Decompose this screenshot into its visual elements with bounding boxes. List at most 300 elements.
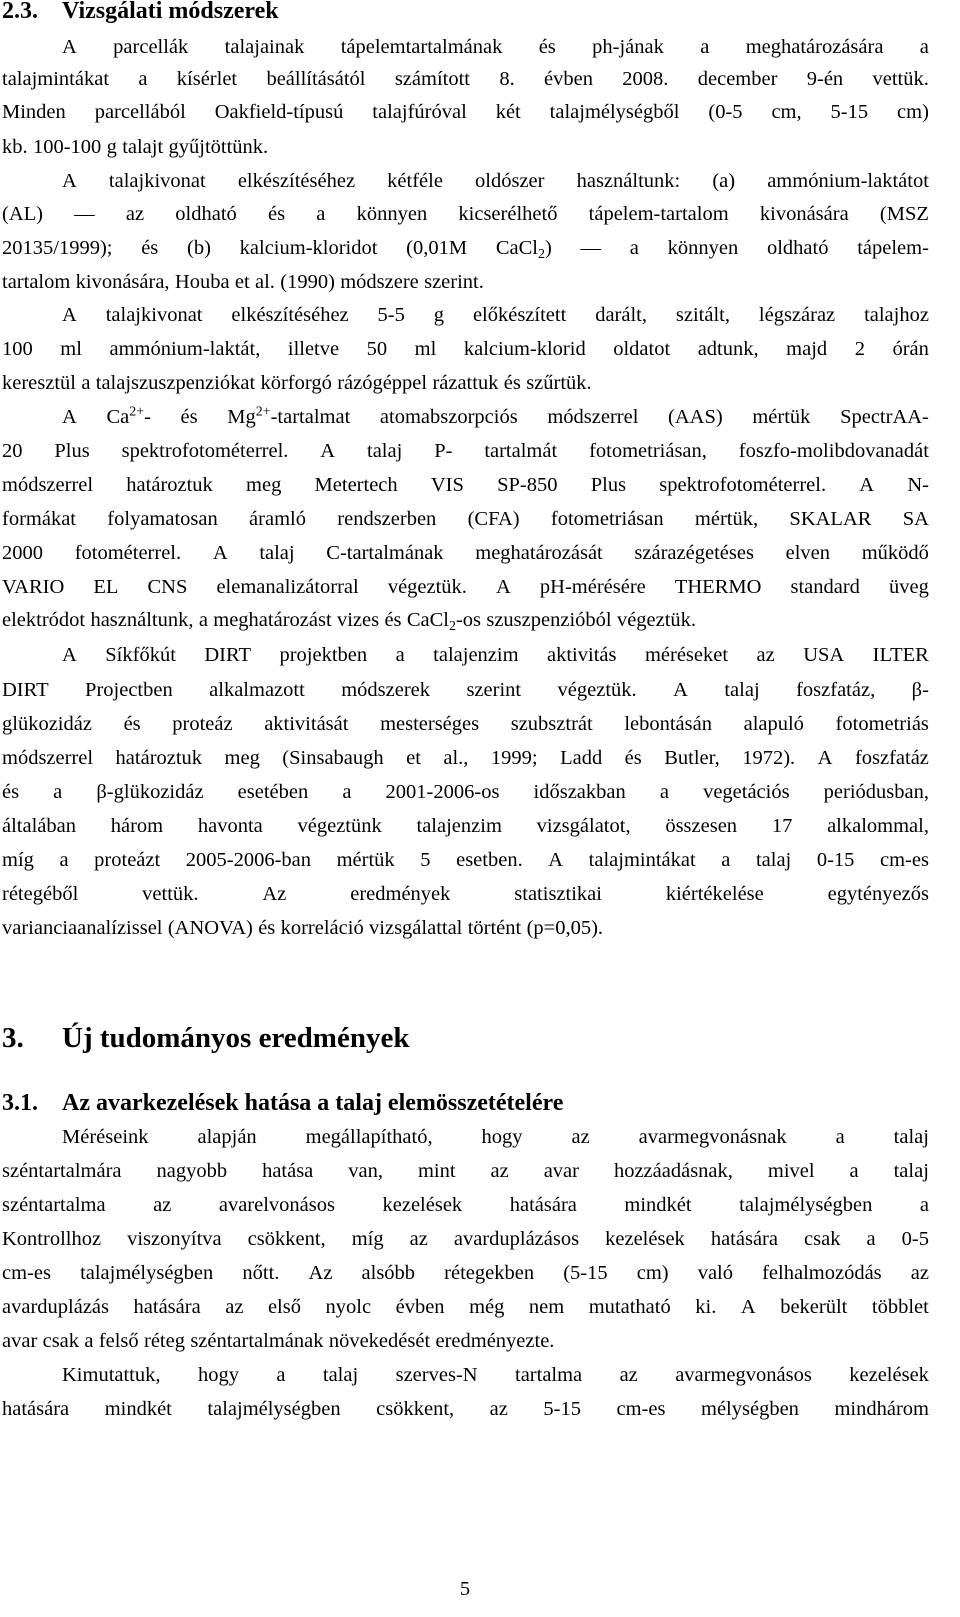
word: Minden	[2, 101, 66, 123]
word: és	[141, 237, 159, 259]
word: 1999;	[490, 747, 538, 769]
word: kivonására	[759, 203, 849, 225]
word: N-	[907, 474, 929, 496]
word: kétféle	[387, 170, 443, 192]
word: vizsgálatot,	[536, 815, 631, 837]
word: Az	[262, 883, 287, 905]
word: az	[409, 1228, 428, 1250]
word: cm-es	[2, 1262, 51, 1284]
word: módszerrel	[2, 474, 94, 496]
word: történt	[467, 917, 522, 939]
text-line	[2, 1226, 929, 1252]
word: USA	[803, 644, 845, 666]
section-heading-2-3	[2, 0, 279, 25]
word: és	[384, 609, 402, 631]
word: adtunk,	[697, 338, 759, 360]
word: talaj	[259, 542, 295, 564]
word: kb.	[2, 136, 28, 158]
word: alapján	[197, 1126, 257, 1148]
word: eredmények	[350, 883, 451, 905]
word: A	[320, 440, 336, 462]
word: talajszuszpenziókat	[95, 372, 256, 394]
word: számított	[394, 68, 470, 90]
word: Síkfőkút	[105, 644, 176, 666]
word: standard	[790, 576, 860, 598]
text-line	[62, 404, 929, 430]
text-line	[2, 1328, 929, 1354]
word: A	[740, 1296, 756, 1318]
word: 9-én	[806, 68, 844, 90]
word: 2005-2006-ban	[185, 849, 312, 871]
word: cm-es	[879, 849, 929, 871]
word: bekerült	[780, 1296, 848, 1318]
word: (5-15	[563, 1262, 608, 1284]
word: talajmintákat	[588, 849, 696, 871]
word: avarmegvonásos	[675, 1364, 812, 1386]
word: a	[919, 36, 929, 58]
word: C-tartalmának	[326, 542, 444, 564]
section-title: Vizsgálati módszerek	[62, 0, 279, 24]
word: 5	[420, 849, 431, 871]
word: 1972).	[742, 747, 796, 769]
word: vizes	[336, 609, 380, 631]
word: nyolc	[325, 1296, 372, 1318]
word: 2001-2006-os	[385, 781, 500, 803]
word: és	[180, 406, 198, 428]
word: meg	[224, 747, 260, 769]
word: három	[110, 815, 164, 837]
word: fotometriás	[835, 713, 929, 735]
word: használtunk,	[90, 609, 194, 631]
word: felhalmozódás	[762, 1262, 882, 1284]
word: általában	[2, 815, 76, 837]
word: a	[316, 203, 326, 225]
word: kalcium-klorid	[463, 338, 586, 360]
word: rázattuk	[432, 372, 499, 394]
word: talaj	[893, 1126, 929, 1148]
word: A	[62, 170, 77, 192]
word: hatására	[509, 1194, 577, 1216]
word: (p=0,05).	[526, 917, 604, 939]
word: talajt	[122, 136, 164, 158]
word: az	[756, 644, 775, 666]
word: foszfatáz	[854, 747, 929, 769]
word: míg	[2, 849, 34, 871]
word: kicserélhető	[458, 203, 558, 225]
word: varianciaanalízissel	[2, 917, 163, 939]
word: fotometriásan	[550, 508, 664, 530]
word: és	[2, 781, 20, 803]
word: légszáraz	[758, 304, 836, 326]
word: cm)	[636, 1262, 669, 1284]
word: tápelem-	[857, 237, 929, 259]
word: Metertech	[314, 474, 398, 496]
word: oldószer	[475, 170, 545, 192]
word: többlet	[871, 1296, 929, 1318]
word: szerves-N	[395, 1364, 478, 1386]
word: mértük	[336, 849, 395, 871]
text-line	[2, 134, 929, 160]
word: spektrofotométerrel.	[659, 474, 827, 496]
text-line	[2, 711, 929, 737]
word: kiértékelése	[665, 883, 764, 905]
text-line	[2, 1294, 929, 1320]
word: az	[910, 1262, 929, 1284]
word: Kontrollhoz	[2, 1228, 102, 1250]
word: al.	[255, 271, 275, 293]
word: 0-15	[816, 849, 855, 871]
text-line	[2, 472, 929, 498]
word: évben	[544, 68, 593, 90]
word: 100	[2, 338, 33, 360]
word: (0,01M	[406, 237, 468, 259]
word: felső	[98, 1330, 139, 1352]
word: 5-15	[830, 101, 869, 123]
word: tartalom	[2, 271, 71, 293]
text-line	[2, 677, 929, 703]
word: tartalma	[515, 1364, 583, 1386]
word: $Ca^{2+}-$	[106, 404, 151, 428]
word: (Sinsabaugh	[282, 747, 384, 769]
text-line	[2, 438, 929, 464]
word: avarduplázásos	[453, 1228, 580, 1250]
word: avarduplázás	[2, 1296, 109, 1318]
word: mélységben	[701, 1398, 799, 1420]
word: módszere	[340, 271, 419, 293]
word: A	[817, 747, 833, 769]
word: al.,	[443, 747, 469, 769]
page-number: 5	[459, 1578, 471, 1600]
word: avarelvonásos	[218, 1194, 335, 1216]
text-line	[2, 915, 929, 941]
word: hatására	[2, 1398, 70, 1420]
word: talaj	[367, 440, 403, 462]
word: szuszpenzióból	[486, 609, 612, 631]
word: nem	[528, 1296, 565, 1318]
word: (a)	[712, 170, 736, 192]
word: Plus	[590, 474, 627, 496]
word: oldható	[766, 237, 829, 259]
word: Oakfield-típusú	[214, 101, 344, 123]
word: és	[624, 747, 642, 769]
word: Butler,	[664, 747, 720, 769]
text-line	[2, 269, 929, 295]
word: a	[629, 237, 639, 259]
text-line	[62, 34, 929, 60]
word: formákat	[2, 508, 76, 530]
word: (MSZ	[879, 203, 929, 225]
word: végeztük.	[557, 679, 637, 701]
text-line	[62, 302, 929, 328]
word: a	[342, 781, 352, 803]
word: csak	[42, 1330, 80, 1352]
word: 5-5	[377, 304, 405, 326]
word: 2008.	[622, 68, 669, 90]
word: a	[276, 1364, 286, 1386]
word: atomabszorpciós	[379, 406, 518, 428]
word: végeztünk	[297, 815, 382, 837]
word: —	[580, 237, 602, 259]
word: talaj	[322, 1364, 359, 1386]
section-heading-3-1	[2, 1090, 563, 1117]
word: az	[619, 1364, 638, 1386]
text-line	[2, 235, 929, 261]
word: elkészítéséhez	[231, 304, 349, 326]
word: aktivitását	[264, 713, 349, 735]
word: 20135/1999);	[2, 237, 113, 259]
word: ki.	[695, 1296, 717, 1318]
word: (0-5	[708, 101, 743, 123]
word: mint	[417, 1160, 456, 1182]
word: Plus	[54, 440, 90, 462]
word: A	[859, 474, 875, 496]
word: szerint	[466, 679, 522, 701]
text-line	[2, 881, 929, 907]
word: 50	[366, 338, 388, 360]
word: végeztük.	[387, 576, 467, 598]
word: 5-15	[543, 1398, 581, 1420]
word: órán	[892, 338, 929, 360]
word: esetben.	[456, 849, 523, 871]
word: A	[62, 406, 77, 428]
word: a	[84, 1330, 94, 1352]
word: és	[268, 203, 286, 225]
text-line	[2, 370, 929, 396]
word: eredményezte.	[435, 1330, 555, 1352]
word: még	[469, 1296, 505, 1318]
word: a	[59, 849, 69, 871]
word: et	[234, 271, 250, 293]
section-title: Az avarkezelések hatása a talaj elemösszetételére	[62, 1090, 564, 1116]
word: talaj	[724, 679, 760, 701]
word: cm)	[897, 101, 929, 123]
word: talajmélységben	[80, 1262, 214, 1284]
word: az	[490, 1160, 509, 1182]
word: DIRT	[204, 644, 251, 666]
word: rendszerben	[337, 508, 437, 530]
word: $Mg^{2+}$-tartalmat	[227, 404, 351, 428]
word: SA	[902, 508, 929, 530]
word: meg	[246, 474, 282, 496]
word: módszerrel	[2, 747, 94, 769]
word: a	[53, 781, 63, 803]
text-line	[2, 745, 929, 771]
word: elektródot	[2, 609, 86, 631]
word: rázógéppel	[337, 372, 428, 394]
word: g	[433, 304, 445, 326]
word: alapuló	[743, 713, 804, 735]
word: nőtt.	[242, 1262, 280, 1284]
word: Ladd	[560, 747, 603, 769]
word: a	[138, 68, 148, 90]
word: talajenzim	[416, 815, 502, 837]
text-line	[2, 574, 929, 600]
word: g	[106, 136, 117, 158]
word: Projectben	[85, 679, 173, 701]
word: működő	[861, 542, 929, 564]
word: hatására	[133, 1296, 201, 1318]
word: majd	[786, 338, 828, 360]
word: réteg	[144, 1330, 185, 1352]
word: vettük.	[872, 68, 929, 90]
word: β-	[911, 679, 929, 701]
word: A	[548, 849, 564, 871]
word: statisztikai	[514, 883, 602, 905]
word: széntartalma	[2, 1194, 106, 1216]
word: tápelemtartalmának	[340, 36, 503, 58]
word: havonta	[197, 815, 263, 837]
section-number: 3.	[2, 1022, 24, 1054]
word: fotometriásan,	[589, 440, 707, 462]
word: szárazégetéses	[634, 542, 754, 564]
word: van,	[348, 1160, 383, 1182]
word: áramló	[249, 508, 306, 530]
word: (AL)	[2, 203, 43, 225]
word: mutatható	[588, 1296, 671, 1318]
word: talajhoz	[864, 304, 929, 326]
word: kezelések	[382, 1194, 463, 1216]
word: parcellák	[113, 36, 189, 58]
word: β-glükozidáz	[96, 781, 204, 803]
text-line	[2, 813, 929, 839]
word: (AAS)	[668, 406, 723, 428]
word: talajkivonat	[108, 170, 206, 192]
word: rétegéből	[2, 883, 79, 905]
word: két	[495, 101, 521, 123]
word: darált,	[595, 304, 647, 326]
text-line	[2, 1396, 929, 1422]
word: széntartalmának	[190, 1330, 324, 1352]
word: A	[212, 542, 228, 564]
word: ml	[60, 338, 82, 360]
word: könnyen	[667, 237, 739, 259]
word: parcellából	[94, 101, 186, 123]
word: esetében	[237, 781, 309, 803]
word: meghatározására	[745, 36, 884, 58]
section-number: 3.1.	[2, 1090, 38, 1116]
word: gyűjtöttünk.	[168, 136, 269, 158]
word: lebontásán	[624, 713, 712, 735]
word: 2000	[2, 542, 43, 564]
word: P-	[434, 440, 453, 462]
word: talajkivonat	[105, 304, 203, 326]
text-line	[2, 336, 929, 362]
word: az	[571, 1126, 590, 1148]
word: használtunk:	[576, 170, 681, 192]
word: et	[406, 747, 421, 769]
word: avar	[543, 1160, 579, 1182]
word: periódusban,	[823, 781, 929, 803]
word: előkészített	[472, 304, 567, 326]
word: az	[489, 1398, 508, 1420]
word: folyamatosan	[107, 508, 218, 530]
word: aktivitás	[547, 644, 617, 666]
word: A	[62, 304, 77, 326]
word: a	[81, 372, 91, 394]
word: Az	[308, 1262, 333, 1284]
word: talajmélységből	[549, 101, 680, 123]
word: kísérlet	[176, 68, 238, 90]
word: (b)	[187, 237, 211, 259]
word: körforgó	[260, 372, 332, 394]
word: ammónium-laktát,	[109, 338, 261, 360]
section-title: Új tudományos eredmények	[62, 1022, 410, 1054]
word: CNS	[147, 576, 188, 598]
word: a	[395, 644, 405, 666]
word: ammónium-laktátot	[767, 170, 929, 192]
word: mértük,	[694, 508, 759, 530]
word: kezelések	[849, 1364, 929, 1386]
word: a	[659, 781, 669, 803]
word: végeztük.	[616, 609, 697, 631]
word: a	[198, 609, 208, 631]
word: (CFA)	[467, 508, 520, 530]
word: a	[700, 36, 710, 58]
word: beállításától	[266, 68, 366, 90]
word: meghatározást	[213, 609, 332, 631]
word: CaCl$_2$)	[495, 237, 552, 263]
word: spektrofotométerrel.	[121, 440, 289, 462]
word: tápelem-tartalom	[588, 203, 729, 225]
word: EL	[93, 576, 119, 598]
word: fotométerrel.	[74, 542, 182, 564]
word: 0-5	[901, 1228, 929, 1250]
word: mindhárom	[834, 1398, 929, 1420]
word: a	[919, 1194, 929, 1216]
word: hozzáadásnak,	[613, 1160, 733, 1182]
word: növekedését	[328, 1330, 431, 1352]
word: kivonására,	[75, 271, 170, 293]
word: alkalommal,	[827, 815, 929, 837]
word: hatása	[262, 1160, 314, 1182]
word: szubsztrát	[510, 713, 593, 735]
word: talajainak	[224, 36, 305, 58]
word: 8.	[499, 68, 515, 90]
text-line	[2, 540, 929, 566]
word: 17	[771, 815, 793, 837]
word: módszerrel	[547, 406, 639, 428]
word: (ANOVA)	[167, 917, 253, 939]
text-line	[2, 506, 929, 532]
word: oldatot	[613, 338, 671, 360]
word: (1990)	[280, 271, 335, 293]
word: avar	[2, 1330, 38, 1352]
word: A	[496, 576, 511, 598]
word: határoztuk	[126, 474, 213, 496]
word: hatására	[710, 1228, 778, 1250]
word: hogy	[481, 1126, 523, 1148]
text-line	[2, 66, 929, 92]
word: könnyen	[356, 203, 428, 225]
word: csökkent,	[247, 1228, 326, 1250]
word: megállapítható,	[305, 1126, 433, 1148]
word: talaj	[893, 1160, 929, 1182]
word: Méréseink	[62, 1126, 149, 1148]
word: rétegekben	[444, 1262, 535, 1284]
section-heading-3	[2, 1022, 409, 1055]
word: projektben	[279, 644, 368, 666]
text-line	[62, 642, 929, 668]
word: keresztül	[2, 372, 76, 394]
word: 100-100	[32, 136, 102, 158]
word: tartalmát	[484, 440, 558, 462]
word: avarmegvonásnak	[638, 1126, 787, 1148]
word: alkalmazott	[209, 679, 305, 701]
word: ph-jának	[592, 36, 664, 58]
word: CaCl$_2$-os	[406, 609, 482, 635]
word: és	[503, 372, 521, 394]
word: az	[225, 1296, 244, 1318]
